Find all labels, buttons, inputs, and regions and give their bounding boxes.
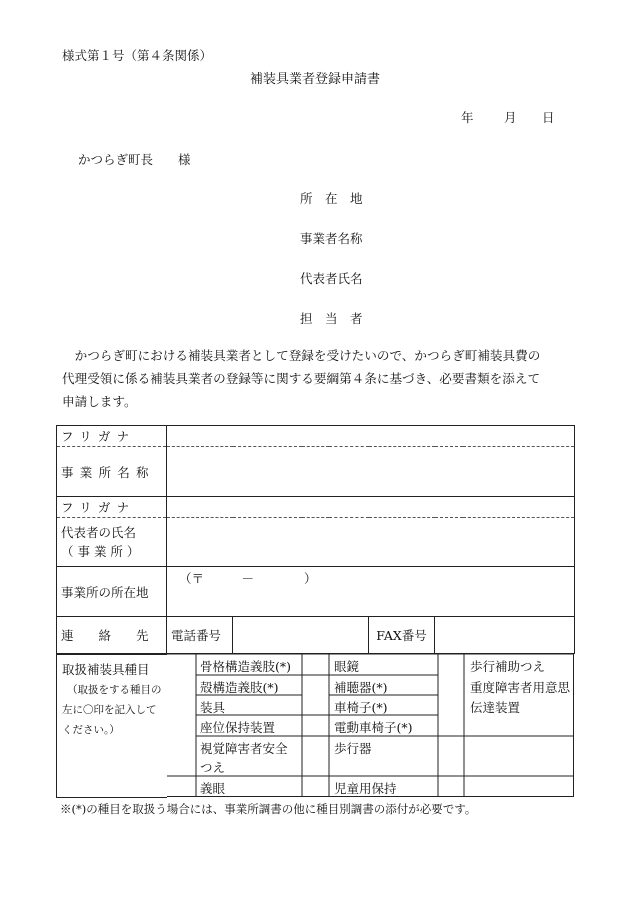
representative-furigana-label: フリガナ (57, 497, 167, 518)
date-month: 月 (504, 110, 517, 125)
device-white-cane-line1: 視覚障害者安全 (200, 741, 288, 756)
contact-label: 連 絡 先 (57, 617, 167, 654)
postal-code: （〒 － ） (179, 571, 317, 586)
fax-field[interactable] (435, 617, 575, 654)
office-furigana-label: フリガナ (57, 426, 167, 447)
office-address-field[interactable] (167, 567, 575, 617)
device-white-cane-line2: つえ (200, 760, 226, 775)
application-statement (62, 344, 574, 413)
applicant-contact-person-label: 担 当 者 (300, 311, 363, 326)
device-types-note: （取扱をする種目の (67, 684, 162, 696)
statement-line: 申請します。 (62, 394, 137, 409)
applicant-business-name-label: 事業者名称 (300, 231, 363, 246)
device-seating-system: 座位保持装置 (200, 720, 276, 735)
date-year: 年 (461, 110, 474, 125)
device-electric-wheelchair: 電動車椅子(*) (334, 720, 413, 735)
office-name-field[interactable] (167, 447, 575, 497)
office-name-label: 事業所名称 (57, 447, 167, 497)
device-types-grid (166, 654, 574, 797)
office-furigana-field[interactable] (167, 426, 575, 447)
document-title: 補装具業者登録申請書 (249, 72, 380, 87)
footnote: ※(*)の種目を取扱う場合には、事業所調書の他に種目別調書の添付が必要です。 (60, 802, 477, 816)
device-wheelchair: 車椅子(*) (334, 700, 388, 715)
device-types-note: ください。） (62, 724, 120, 736)
fax-label: FAX番号 (369, 617, 435, 654)
phone-field[interactable] (233, 617, 369, 654)
representative-furigana-field[interactable] (167, 497, 575, 518)
statement-line: 代理受領に係る補装具業者の登録等に関する要綱第４条に基づき、必要書類を添えて (62, 371, 541, 386)
office-address-label: 事業所の所在地 (57, 567, 167, 617)
device-exoskeletal-prosthesis: 殻構造義肢(*) (200, 680, 279, 695)
representative-name-field[interactable] (167, 518, 575, 567)
device-types-label-box (56, 654, 167, 798)
device-communication-aid-line1: 重度障害者用意思 (470, 680, 571, 695)
phone-label: 電話番号 (167, 617, 233, 654)
applicant-address-label: 所 在 地 (300, 191, 363, 206)
addressee: かつらぎ町長 様 (78, 152, 191, 167)
date-day: 日 (542, 110, 555, 125)
representative-name-label (57, 518, 167, 567)
device-artificial-eye: 義眼 (200, 781, 226, 796)
representative-name-line: 代表者の氏名 (61, 525, 137, 540)
applicant-representative-label: 代表者氏名 (300, 271, 363, 286)
statement-line: かつらぎ町における補装具業者として登録を受けたいので、かつらぎ町補装具費の (62, 348, 541, 363)
device-eyeglasses: 眼鏡 (334, 659, 360, 674)
device-orthosis: 装具 (200, 700, 226, 715)
device-child-positioning: 児童用保持 (334, 781, 397, 796)
device-types-title: 取扱補装具種目 (62, 662, 150, 677)
registration-form-table (56, 425, 575, 654)
device-types-note: 左に〇印を記入して (62, 704, 157, 716)
representative-office-line: （ 事 業 所 ） (61, 544, 140, 559)
device-walking-cane: 歩行補助つえ (470, 659, 546, 674)
device-skeletal-prosthesis: 骨格構造義肢(*) (200, 659, 292, 674)
device-walker: 歩行器 (334, 741, 372, 756)
device-hearing-aid: 補聴器(*) (334, 680, 388, 695)
form-number: 様式第１号（第４条関係） (62, 48, 213, 63)
device-communication-aid-line2: 伝達装置 (470, 700, 521, 715)
